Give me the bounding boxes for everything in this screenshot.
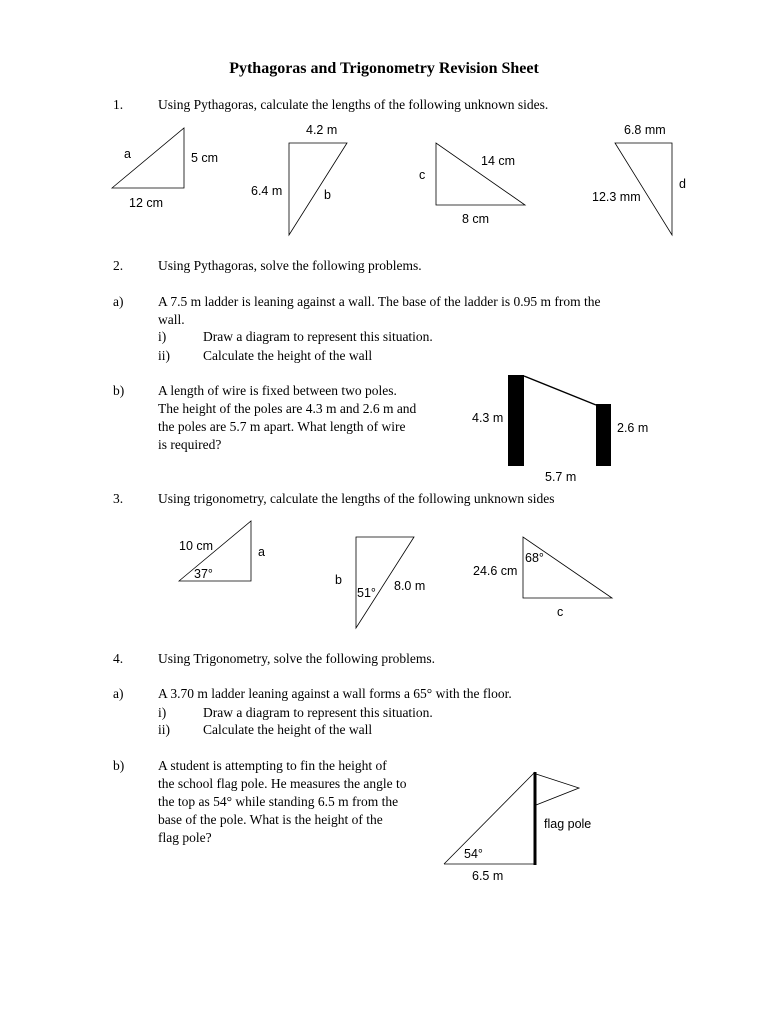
q2a-ii-text: Calculate the height of the wall [203, 348, 373, 363]
side-label: 12 cm [129, 196, 164, 210]
side-label: 5 cm [191, 151, 219, 165]
angle-label: 68° [525, 551, 544, 565]
q2b-line: is required? [158, 437, 222, 452]
q2b-line: A length of wire is fixed between two poles. [158, 383, 397, 398]
q4a-label: a) [113, 686, 124, 701]
side-label: 12.3 mm [592, 190, 641, 204]
q4a-i-text: Draw a diagram to represent this situation. [203, 705, 433, 720]
q4b-line: flag pole? [158, 830, 212, 845]
q2a-label: a) [113, 294, 124, 309]
q3-triangle-1 [179, 521, 265, 581]
q4b-line: the school flag pole. He measures the angle to [158, 776, 407, 791]
flag-shape [536, 774, 579, 805]
side-label: 14 cm [481, 154, 516, 168]
q2a-ii-number: ii) [158, 348, 170, 363]
side-label: 8.0 m [394, 579, 426, 593]
triangle-shape [112, 128, 184, 188]
pole-height-label: 4.3 m [472, 411, 504, 425]
sight-line [444, 772, 535, 864]
triangle-shape [289, 143, 347, 235]
q4b-line: the top as 54° while standing 6.5 m from the [158, 794, 399, 809]
q3-number: 3. [113, 491, 124, 506]
pole-height-label: 2.6 m [617, 421, 649, 435]
q4b-label: b) [113, 758, 125, 773]
side-label: a [258, 545, 265, 559]
triangle-shape [615, 143, 672, 235]
q4a-line1: A 3.70 m ladder leaning against a wall forms a 65° with the floor. [158, 686, 512, 701]
side-label: b [335, 573, 342, 587]
short-pole [596, 404, 611, 466]
angle-label: 37° [194, 567, 213, 581]
side-label: 6.8 mm [624, 123, 666, 137]
side-label: a [124, 147, 131, 161]
angle-label: 54° [464, 847, 483, 861]
q3-text: Using trigonometry, calculate the lengths of the following unknown sides [158, 491, 555, 506]
triangle-shape [436, 143, 525, 205]
q2a-i-text: Draw a diagram to represent this situation. [203, 329, 433, 344]
side-label: 6.4 m [251, 184, 283, 198]
q2b-line: The height of the poles are 4.3 m and 2.6 m and [158, 401, 417, 416]
q2b-poles-diagram [472, 375, 648, 484]
q1-triangle-2 [251, 123, 347, 235]
q1-number: 1. [113, 97, 124, 112]
q4-text: Using Trigonometry, solve the following problems. [158, 651, 435, 666]
q2-text: Using Pythagoras, solve the following problems. [158, 258, 422, 273]
pole-label: flag pole [544, 817, 592, 831]
distance-label: 6.5 m [472, 869, 504, 883]
q2a-i-number: i) [158, 329, 167, 344]
side-label: c [557, 605, 564, 619]
q4a-ii-text: Calculate the height of the wall [203, 722, 373, 737]
side-label: c [419, 168, 426, 182]
q2b-line: the poles are 5.7 m apart. What length of wire [158, 419, 406, 434]
side-label: 4.2 m [306, 123, 338, 137]
tall-pole [508, 375, 524, 466]
q2-number: 2. [113, 258, 124, 273]
q4a-i-number: i) [158, 705, 167, 720]
q2a-line2: wall. [158, 312, 185, 327]
side-label: 10 cm [179, 539, 214, 553]
q1-text: Using Pythagoras, calculate the lengths of the following unknown sides. [158, 97, 549, 112]
side-label: 8 cm [462, 212, 490, 226]
q1-triangle-3 [419, 143, 525, 226]
q2b-label: b) [113, 383, 125, 398]
q4a-ii-number: ii) [158, 722, 170, 737]
q1-triangle-1 [112, 128, 218, 210]
q3-triangle-2 [335, 537, 425, 628]
triangle-shape [523, 537, 612, 598]
q4b-line: base of the pole. What is the height of the [158, 812, 383, 827]
distance-label: 5.7 m [545, 470, 577, 484]
q4b-line: A student is attempting to fin the height of [158, 758, 387, 773]
q4-number: 4. [113, 651, 124, 666]
side-label: 24.6 cm [473, 564, 518, 578]
q2a-line1: A 7.5 m ladder is leaning against a wall. The base of the ladder is 0.95 m from the [158, 294, 601, 309]
q1-triangle-4 [592, 123, 686, 235]
side-label: d [679, 177, 686, 191]
wire [524, 376, 596, 405]
q4b-flagpole-diagram [444, 772, 591, 883]
angle-label: 51° [357, 586, 376, 600]
q3-triangle-3 [473, 537, 612, 619]
page-title: Pythagoras and Trigonometry Revision Sheet [229, 60, 539, 77]
side-label: b [324, 188, 331, 202]
